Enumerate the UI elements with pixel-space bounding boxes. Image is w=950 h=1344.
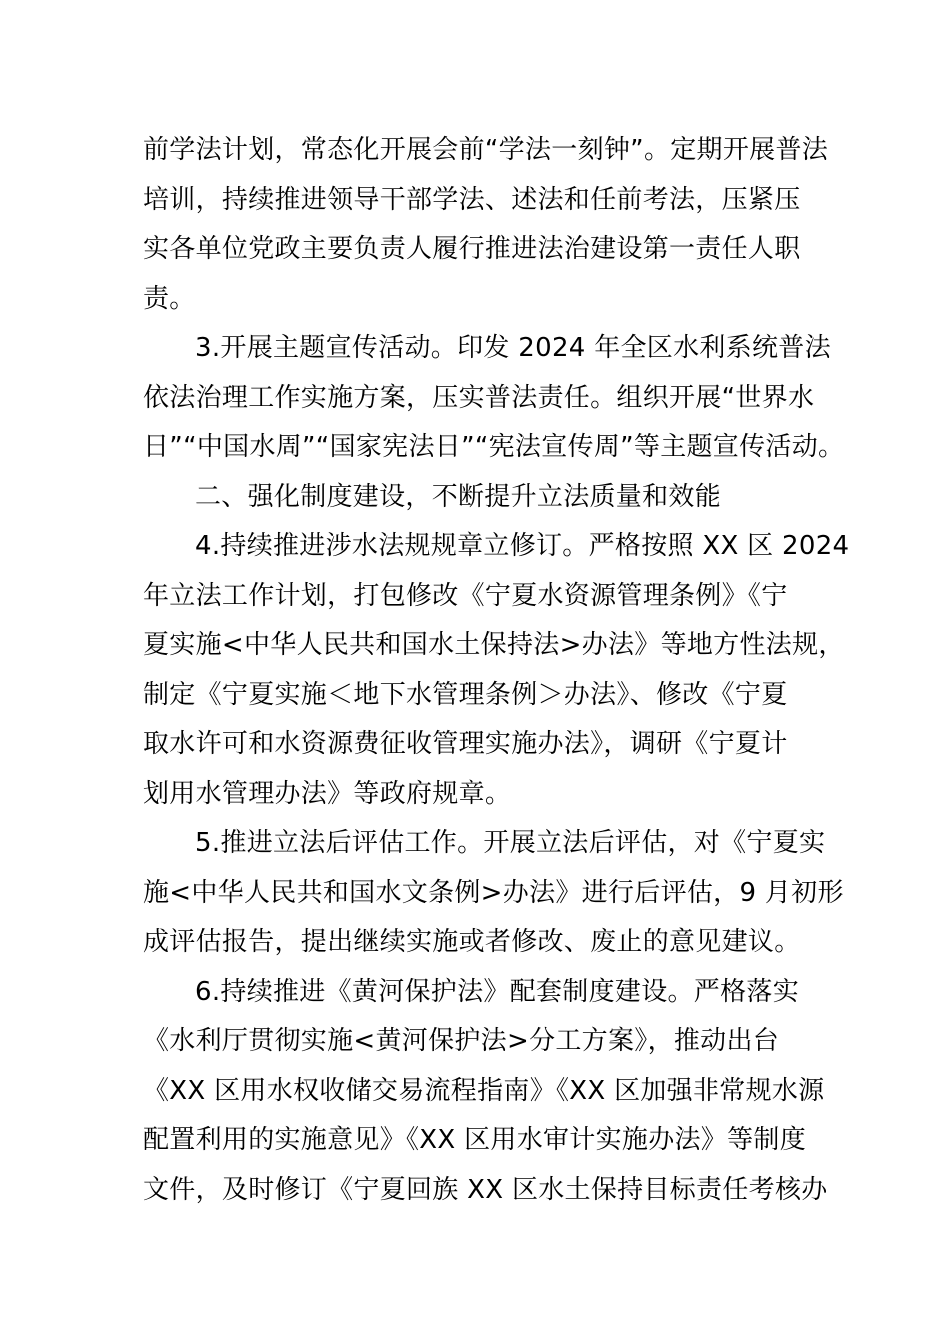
text-line: 5.推进立法后评估工作。开展立法后评估，对《宁夏实 xyxy=(195,828,826,858)
paragraph-study-law xyxy=(143,126,829,324)
text-line: 《水利厅贯彻实施<黄河保护法>分工方案》，推动出台 xyxy=(143,1026,780,1056)
text-line: 实各单位党政主要负责人履行推进法治建设第一责任人职 xyxy=(143,234,801,264)
text-line: 前学法计划，常态化开展会前“学法一刻钟”。定期开展普法 xyxy=(143,135,829,165)
text-line: 4.持续推进涉水法规规章立修订。严格按照 XX 区 2024 xyxy=(195,531,850,561)
text-line: 《XX 区用水权收储交易流程指南》《XX 区加强非常规水源 xyxy=(143,1075,825,1106)
text-line: 文件，及时修订《宁夏回族 XX 区水土保持目标责任考核办 xyxy=(143,1174,828,1205)
text-line: 划用水管理办法》等政府规章。 xyxy=(143,778,512,809)
text-line: 制定《宁夏实施＜地下水管理条例＞办法》、修改《宁夏 xyxy=(143,679,788,710)
paragraph-publicity-activities xyxy=(143,324,845,473)
section-heading-text: 二、强化制度建设，不断提升立法质量和效能 xyxy=(195,481,722,512)
text-line: 取水许可和水资源费征收管理实施办法》，调研《宁夏计 xyxy=(143,729,788,759)
text-line: 培训，持续推进领导干部学法、述法和任前考法，压紧压 xyxy=(143,184,801,215)
text-line: 3.开展主题宣传活动。印发 2024 年全区水利系统普法 xyxy=(195,333,831,363)
text-line: 成评估报告，提出继续实施或者修改、废止的意见建议。 xyxy=(143,927,801,957)
paragraph-legislation-revision xyxy=(143,522,850,819)
paragraph-post-legislation-evaluation xyxy=(143,819,844,968)
paragraph-yellow-river-law xyxy=(143,968,828,1216)
document-body xyxy=(143,126,850,1215)
text-line: 配置利用的实施意见》《XX 区用水审计实施办法》等制度 xyxy=(143,1125,806,1155)
text-line: 夏实施<中华人民共和国水土保持法>办法》等地方性法规， xyxy=(143,630,845,660)
text-line: 日”“中国水周”“国家宪法日”“宪法宣传周”等主题宣传活动。 xyxy=(143,432,845,462)
text-line: 依法治理工作实施方案，压实普法责任。组织开展“世界水 xyxy=(143,382,815,413)
text-line: 年立法工作计划，打包修改《宁夏水资源管理条例》《宁 xyxy=(143,580,788,611)
text-line: 6.持续推进《黄河保护法》配套制度建设。严格落实 xyxy=(195,976,800,1007)
text-line: 施<中华人民共和国水文条例>办法》进行后评估，9 月初形 xyxy=(143,877,844,908)
section-heading xyxy=(143,473,823,523)
text-line: 责。 xyxy=(143,283,196,314)
